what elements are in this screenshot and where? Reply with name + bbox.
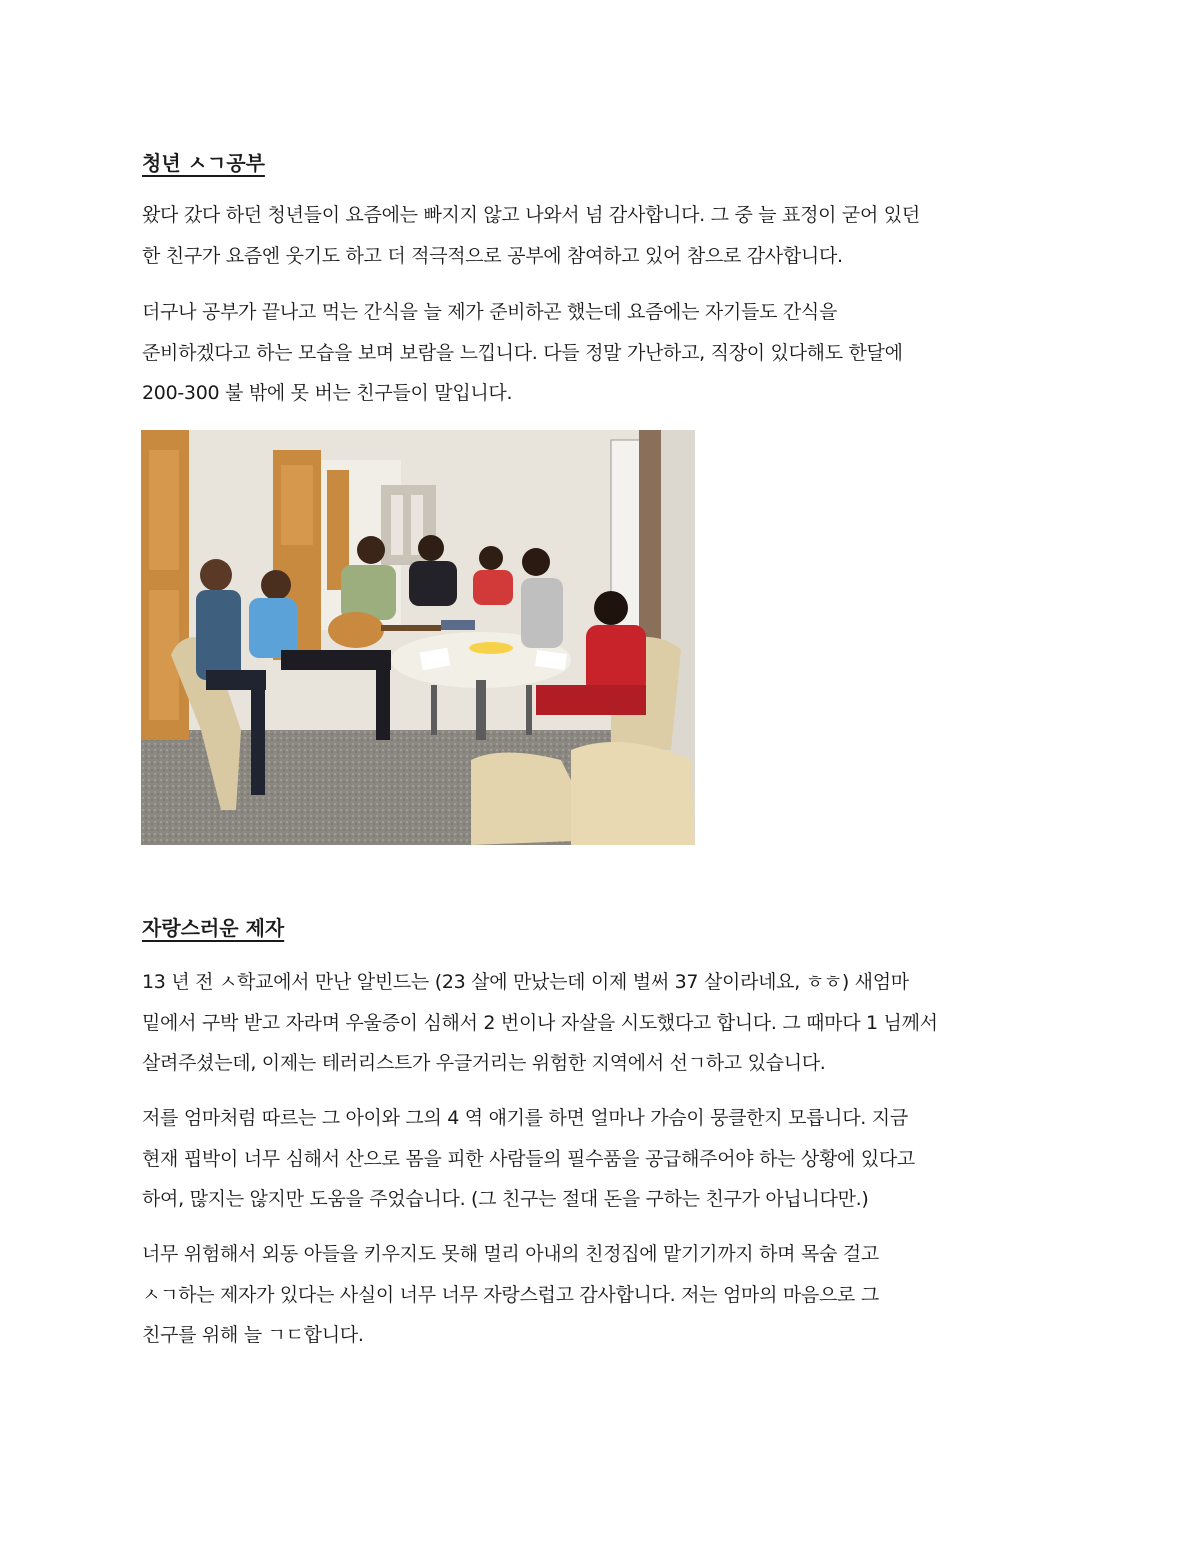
section-heading-proud-disciple: 자랑스러운 제자 bbox=[142, 916, 285, 940]
text-line: 살려주셨는데, 이제는 테러리스트가 우글거리는 위험한 지역에서 선ㄱ하고 있습니다. bbox=[142, 1052, 826, 1074]
paragraph bbox=[142, 962, 1072, 1084]
paragraph bbox=[142, 195, 1072, 276]
text-line: 하여, 많지는 않지만 도움을 주었습니다. (그 친구는 절대 돈을 구하는 친구가 아닙니다만.) bbox=[142, 1188, 869, 1210]
photo-guitar bbox=[328, 612, 384, 648]
text-line: 한 친구가 요즘엔 웃기도 하고 더 적극적으로 공부에 참여하고 있어 참으로 감사합니다. bbox=[142, 244, 843, 267]
text-line: 13 년 전 ㅅ학교에서 만난 알빈드는 (23 살에 만났는데 이제 벌써 37 살이라네요, ㅎㅎ) 새엄마 bbox=[142, 971, 909, 993]
text-line: ㅅㄱ하는 제자가 있다는 사실이 너무 너무 자랑스럽고 감사합니다. 저는 엄마의 마음으로 그 bbox=[142, 1283, 879, 1306]
text-line: 밑에서 구박 받고 자라며 우울증이 심해서 2 번이나 자살을 시도했다고 합니다. 그 때마다 1 님께서 bbox=[142, 1011, 938, 1034]
section-heading-youth-study: 청년 ㅅㄱ공부 bbox=[142, 151, 265, 175]
text-line: 현재 핍박이 너무 심해서 산으로 몸을 피한 사람들의 필수품을 공급해주어야 하는 상황에 있다고 bbox=[142, 1147, 915, 1170]
text-line: 200-300 불 밖에 못 버는 친구들이 말입니다. bbox=[142, 382, 513, 404]
text-line: 친구를 위해 늘 ㄱㄷ합니다. bbox=[142, 1324, 364, 1346]
text-line: 저를 엄마처럼 따르는 그 아이와 그의 4 역 얘기를 하면 얼마나 가슴이 뭉클한지 모릅니다. 지금 bbox=[142, 1107, 908, 1129]
photo-chair bbox=[571, 742, 695, 845]
text-line: 왔다 갔다 하던 청년들이 요즘에는 빠지지 않고 나와서 넘 감사합니다. 그 중 늘 표정이 굳어 있던 bbox=[142, 204, 920, 226]
text-line: 준비하겠다고 하는 모습을 보며 보람을 느낍니다. 다들 정말 가난하고, 직장이 있다해도 한달에 bbox=[142, 341, 903, 364]
text-line: 더구나 공부가 끝나고 먹는 간식을 늘 제가 준비하곤 했는데 요즘에는 자기들도 간식을 bbox=[142, 301, 838, 323]
text-line: 너무 위험해서 외동 아들을 키우지도 못해 멀리 아내의 친정집에 맡기기까지 하며 목숨 걸고 bbox=[142, 1243, 879, 1265]
paragraph bbox=[142, 292, 1072, 414]
paragraph bbox=[142, 1234, 1072, 1356]
paragraph bbox=[142, 1098, 1072, 1220]
group-photo bbox=[141, 430, 695, 845]
